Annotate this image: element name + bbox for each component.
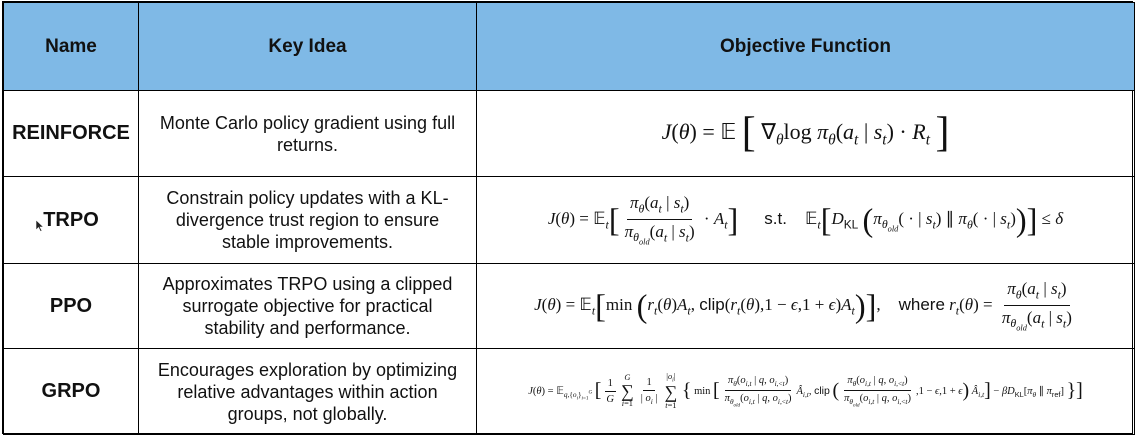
clip-label: clip xyxy=(814,384,830,397)
algorithm-name: PPO xyxy=(4,264,139,349)
where-label: where xyxy=(898,294,945,314)
objective-formula-reinforce: J(θ) = 𝔼 [ $\nabla_\theta\log$ $\pi_\theta(a_t$ | $s_t) \cdot R_t$ ] xyxy=(477,91,1135,177)
key-idea-text: Constrain policy updates with a KL-divergence trust region to ensure stable improvements. xyxy=(139,177,477,264)
mouse-pointer-icon xyxy=(36,220,44,232)
clip-label: clip xyxy=(699,294,725,314)
key-idea-text: Monte Carlo policy gradient using full returns. xyxy=(139,91,477,177)
table-row-trpo xyxy=(4,177,1135,264)
algorithm-name: REINFORCE xyxy=(4,91,139,177)
algorithm-name: GRPO xyxy=(4,349,139,435)
objective-formula-trpo: J(θ) = 𝔼$_t$[ $\frac{\pi_\theta(a_t | s_t)}{\pi_{\theta_{old}}(a_t | s_t)}$ · $A_t$] s.t. $𝔼_t[D_{KL}$ ($\pi_{\theta_{old}}$( · | $s_t$) ∥ $\pi_\theta$( · | $s_t))] \le \delta$ xyxy=(477,177,1135,264)
comparison-table-frame xyxy=(2,1,1133,434)
objective-formula-ppo: J(θ) = 𝔼$_t$[min ($r_t(\theta)A_t$, $clip(r_t(\theta),1 - \epsilon,1 + \epsilon)A_t$)], where $r_t(\theta)$ = $\frac{\pi_\theta(a_t | s_t)}{\pi_{\theta_{old}}(a_t | s_t)}$ xyxy=(477,264,1135,349)
such-that-label: s.t. xyxy=(764,208,787,228)
header-name: Name xyxy=(4,3,139,91)
algorithm-name: TRPO xyxy=(4,177,139,264)
header-key-idea: Key Idea xyxy=(139,3,477,91)
ref-subscript: ref xyxy=(1051,389,1061,399)
table-row-reinforce xyxy=(4,91,1135,177)
kl-subscript: KL xyxy=(1014,389,1024,399)
table-row-grpo xyxy=(4,349,1135,435)
objective-formula-grpo: J(θ) = 𝔼$_{q,\{o_i\}_{i=1}^G}$ [ $\frac{1}{G}$ G ∑ i=1 $\frac{1}{| o_i |}$ $|o_i|$ ∑ t=1 { min [ $\frac{\pi_\theta(o_{i,t} | q, o_{i,<t})}{\pi_{\theta_{old}}(o_{i,t} | q, o_{i,<t})}$ $Â_{i,t}$, clip ( $\frac{\pi_\theta(o_{i,t} | q, o_{i,<t})}{\pi_{\theta_{old}}(o_{i,t} | q, o_{i,<t})}$ ,1 − ϵ,1 + ϵ) $Â_{i,t}] - \beta D_{KL}[\pi_\theta$ ∥ $\pi_{ref}$] }] xyxy=(477,349,1135,435)
key-idea-text: Approximates TRPO using a clipped surrogate objective for practical stability and performance. xyxy=(139,264,477,349)
rl-algorithms-table xyxy=(3,2,1135,435)
header-objective-function: Objective Function xyxy=(477,3,1135,91)
kl-subscript: KL xyxy=(843,217,859,232)
key-idea-text: Encourages exploration by optimizing relative advantages within action groups, not globally. xyxy=(139,349,477,435)
table-row-ppo xyxy=(4,264,1135,349)
header-row xyxy=(4,3,1135,91)
